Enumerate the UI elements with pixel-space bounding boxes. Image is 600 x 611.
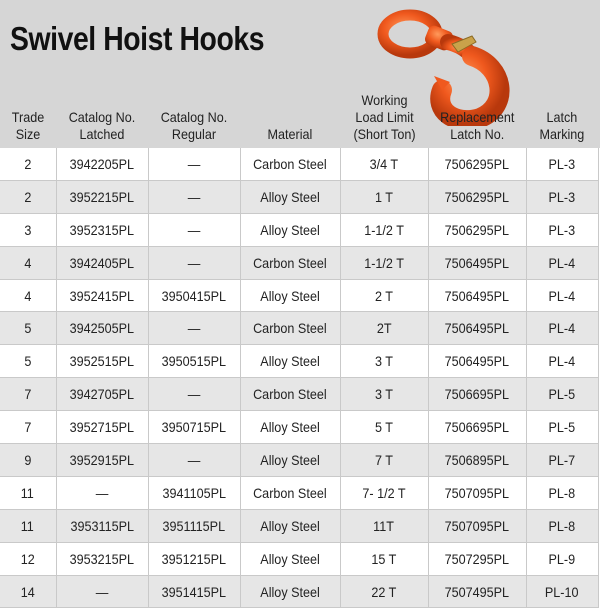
cell-replacement-latch (428, 476, 526, 509)
cell-text: 7506295PL (444, 155, 510, 172)
cell-catalog-latched (56, 345, 148, 378)
cell-text: 3942405PL (69, 254, 135, 271)
cell-text: 7506495PL (444, 353, 510, 370)
cell-latch-marking (526, 575, 598, 608)
cell-text: PL-8 (548, 517, 576, 534)
cell-text: PL-4 (548, 353, 576, 370)
cell-text: 3942505PL (69, 320, 135, 337)
cell-text: Carbon Steel (253, 155, 327, 172)
cell-catalog-latched (56, 411, 148, 444)
cell-text: 3953215PL (69, 550, 135, 567)
cell-text: — (187, 451, 201, 468)
cell-working-load-limit (340, 345, 428, 378)
cell-working-load-limit (340, 575, 428, 608)
cell-trade-size (0, 213, 56, 246)
cell-text: Alloy Steel (260, 517, 320, 534)
cell-material (240, 345, 340, 378)
cell-text: 5 T (374, 419, 393, 436)
cell-trade-size (0, 509, 56, 542)
table-row (0, 312, 598, 345)
cell-text: 7 (24, 386, 32, 403)
col-header-working-load-limit: Working Load Limit (Short Ton) (352, 92, 416, 142)
table-row (0, 411, 598, 444)
cell-latch-marking (526, 279, 598, 312)
cell-text: Alloy Steel (260, 353, 320, 370)
cell-material (240, 213, 340, 246)
cell-material (240, 378, 340, 411)
cell-text: PL-10 (545, 583, 579, 600)
cell-text: 7506295PL (444, 221, 510, 238)
cell-working-load-limit (340, 444, 428, 477)
cell-text: — (95, 583, 109, 600)
hooks-table (0, 148, 599, 608)
cell-text: 3951415PL (161, 583, 227, 600)
cell-text: 3952715PL (69, 419, 135, 436)
cell-working-load-limit (340, 542, 428, 575)
cell-latch-marking (526, 444, 598, 477)
cell-text: 9 (24, 451, 32, 468)
table-row (0, 476, 598, 509)
cell-catalog-latched (56, 148, 148, 180)
cell-material (240, 246, 340, 279)
cell-catalog-latched (56, 476, 148, 509)
cell-text: 3952415PL (69, 287, 135, 304)
cell-trade-size (0, 542, 56, 575)
cell-text: 5 (24, 320, 32, 337)
table-row (0, 575, 598, 608)
cell-text: 3950415PL (161, 287, 227, 304)
cell-catalog-regular (148, 213, 240, 246)
cell-catalog-regular (148, 411, 240, 444)
cell-replacement-latch (428, 148, 526, 180)
cell-catalog-latched (56, 509, 148, 542)
cell-trade-size (0, 378, 56, 411)
cell-text: Alloy Steel (260, 419, 320, 436)
cell-trade-size (0, 279, 56, 312)
cell-text: — (95, 484, 109, 501)
cell-text: 22 T (371, 583, 397, 600)
cell-catalog-latched (56, 312, 148, 345)
cell-text: Alloy Steel (260, 451, 320, 468)
cell-text: 12 (20, 550, 35, 567)
cell-latch-marking (526, 180, 598, 213)
cell-text: 3950715PL (161, 419, 227, 436)
cell-replacement-latch (428, 411, 526, 444)
cell-text: — (187, 155, 201, 172)
cell-text: 4 (24, 254, 32, 271)
cell-catalog-regular (148, 476, 240, 509)
cell-latch-marking (526, 378, 598, 411)
cell-text: 7506495PL (444, 287, 510, 304)
cell-material (240, 180, 340, 213)
table-row (0, 180, 598, 213)
cell-latch-marking (526, 509, 598, 542)
cell-text: 3950515PL (161, 353, 227, 370)
cell-replacement-latch (428, 444, 526, 477)
cell-trade-size (0, 148, 56, 180)
col-header-replacement-latch: Replacement Latch No. (439, 109, 515, 142)
cell-material (240, 279, 340, 312)
col-header-trade-size: Trade Size (11, 109, 45, 142)
cell-material (240, 575, 340, 608)
cell-latch-marking (526, 213, 598, 246)
cell-text: Alloy Steel (260, 287, 320, 304)
cell-catalog-regular (148, 279, 240, 312)
cell-text: 3/4 T (369, 155, 399, 172)
cell-replacement-latch (428, 246, 526, 279)
cell-text: Alloy Steel (260, 583, 320, 600)
col-header-latch-marking: Latch Marking (539, 109, 585, 142)
cell-catalog-latched (56, 246, 148, 279)
cell-text: PL-5 (548, 386, 576, 403)
cell-text: 3 T (374, 353, 393, 370)
cell-working-load-limit (340, 378, 428, 411)
cell-text: 7507095PL (444, 517, 510, 534)
cell-text: Carbon Steel (253, 484, 327, 501)
cell-catalog-latched (56, 279, 148, 312)
cell-text: Alloy Steel (260, 550, 320, 567)
cell-working-load-limit (340, 476, 428, 509)
cell-trade-size (0, 476, 56, 509)
cell-working-load-limit (340, 148, 428, 180)
cell-text: PL-9 (548, 550, 576, 567)
cell-text: — (187, 254, 201, 271)
cell-catalog-regular (148, 180, 240, 213)
cell-text: 7 T (374, 451, 393, 468)
table-row (0, 246, 598, 279)
cell-catalog-regular (148, 509, 240, 542)
cell-text: 3952915PL (69, 451, 135, 468)
cell-text: 3 (24, 221, 32, 238)
cell-material (240, 542, 340, 575)
cell-catalog-regular (148, 312, 240, 345)
cell-replacement-latch (428, 542, 526, 575)
cell-text: 3952515PL (69, 353, 135, 370)
cell-catalog-regular (148, 246, 240, 279)
cell-text: PL-4 (548, 320, 576, 337)
cell-text: 7507495PL (444, 583, 510, 600)
cell-material (240, 509, 340, 542)
cell-text: — (187, 320, 201, 337)
cell-latch-marking (526, 476, 598, 509)
cell-text: PL-3 (548, 188, 576, 205)
cell-text: 5 (24, 353, 32, 370)
cell-material (240, 476, 340, 509)
cell-working-load-limit (340, 213, 428, 246)
cell-working-load-limit (340, 279, 428, 312)
cell-text: 1-1/2 T (364, 221, 404, 238)
cell-text: Carbon Steel (253, 320, 327, 337)
cell-text: — (187, 188, 201, 205)
cell-text: PL-3 (548, 221, 576, 238)
cell-material (240, 411, 340, 444)
table-row (0, 148, 598, 180)
table-row (0, 542, 598, 575)
cell-text: 1 T (374, 188, 393, 205)
cell-text: Carbon Steel (253, 386, 327, 403)
cell-text: 3 T (374, 386, 393, 403)
cell-text: 7506295PL (444, 188, 510, 205)
cell-text: PL-4 (548, 254, 576, 271)
cell-text: — (187, 386, 201, 403)
cell-text: 7506695PL (444, 386, 510, 403)
cell-working-load-limit (340, 246, 428, 279)
cell-text: Alloy Steel (260, 221, 320, 238)
cell-text: 11T (373, 517, 395, 534)
cell-text: 3951215PL (161, 550, 227, 567)
cell-text: 11 (21, 484, 35, 501)
cell-catalog-regular (148, 148, 240, 180)
cell-catalog-regular (148, 575, 240, 608)
cell-text: 3942205PL (69, 155, 135, 172)
cell-latch-marking (526, 411, 598, 444)
cell-text: PL-8 (548, 484, 576, 501)
cell-latch-marking (526, 312, 598, 345)
page-title: Swivel Hoist Hooks (10, 20, 265, 57)
cell-text: 7506895PL (444, 451, 510, 468)
cell-text: PL-7 (548, 451, 576, 468)
cell-catalog-latched (56, 180, 148, 213)
cell-catalog-regular (148, 444, 240, 477)
cell-catalog-latched (56, 213, 148, 246)
cell-replacement-latch (428, 213, 526, 246)
cell-catalog-regular (148, 345, 240, 378)
cell-text: 2 (24, 188, 32, 205)
cell-text: 2 (24, 155, 32, 172)
cell-replacement-latch (428, 279, 526, 312)
cell-text: 7507095PL (444, 484, 510, 501)
cell-latch-marking (526, 246, 598, 279)
cell-text: 3952315PL (69, 221, 135, 238)
table-row (0, 345, 598, 378)
cell-text: 7- 1/2 T (362, 484, 406, 501)
cell-trade-size (0, 246, 56, 279)
cell-text: Carbon Steel (253, 254, 327, 271)
cell-text: 15 T (371, 550, 397, 567)
cell-text: PL-4 (548, 287, 576, 304)
cell-replacement-latch (428, 345, 526, 378)
cell-text: 3952215PL (69, 188, 135, 205)
cell-replacement-latch (428, 575, 526, 608)
col-header-catalog-latched: Catalog No. Latched (68, 109, 136, 142)
cell-text: 3953115PL (70, 517, 134, 534)
cell-text: — (187, 221, 201, 238)
cell-text: 7507295PL (444, 550, 510, 567)
cell-text: 3941105PL (162, 484, 226, 501)
cell-latch-marking (526, 345, 598, 378)
cell-replacement-latch (428, 312, 526, 345)
col-header-catalog-regular: Catalog No. Regular (160, 109, 228, 142)
cell-text: 7 (24, 419, 32, 436)
cell-text: 3942705PL (69, 386, 135, 403)
cell-text: PL-3 (548, 155, 576, 172)
cell-text: PL-5 (548, 419, 576, 436)
cell-material (240, 312, 340, 345)
cell-latch-marking (526, 148, 598, 180)
table-row (0, 213, 598, 246)
cell-text: 7506495PL (444, 320, 510, 337)
table-row (0, 444, 598, 477)
cell-material (240, 148, 340, 180)
cell-working-load-limit (340, 509, 428, 542)
cell-replacement-latch (428, 378, 526, 411)
cell-working-load-limit (340, 411, 428, 444)
cell-text: 14 (20, 583, 35, 600)
cell-replacement-latch (428, 509, 526, 542)
cell-text: 2 T (374, 287, 393, 304)
cell-catalog-latched (56, 378, 148, 411)
cell-text: 1-1/2 T (364, 254, 404, 271)
cell-catalog-regular (148, 542, 240, 575)
cell-trade-size (0, 345, 56, 378)
cell-catalog-latched (56, 444, 148, 477)
cell-text: 3951115PL (162, 517, 226, 534)
col-header-material: Material (267, 126, 313, 142)
cell-catalog-regular (148, 378, 240, 411)
cell-trade-size (0, 180, 56, 213)
cell-trade-size (0, 575, 56, 608)
table-row (0, 378, 598, 411)
cell-replacement-latch (428, 180, 526, 213)
cell-working-load-limit (340, 312, 428, 345)
table-row (0, 279, 598, 312)
cell-material (240, 444, 340, 477)
cell-text: 4 (24, 287, 32, 304)
cell-text: 7506495PL (444, 254, 510, 271)
cell-working-load-limit (340, 180, 428, 213)
cell-trade-size (0, 444, 56, 477)
cell-text: 2T (376, 320, 392, 337)
cell-trade-size (0, 411, 56, 444)
cell-text: Alloy Steel (260, 188, 320, 205)
cell-text: 11 (21, 517, 35, 534)
cell-catalog-latched (56, 575, 148, 608)
cell-catalog-latched (56, 542, 148, 575)
cell-trade-size (0, 312, 56, 345)
table-row (0, 509, 598, 542)
cell-text: 7506695PL (444, 419, 510, 436)
cell-latch-marking (526, 542, 598, 575)
